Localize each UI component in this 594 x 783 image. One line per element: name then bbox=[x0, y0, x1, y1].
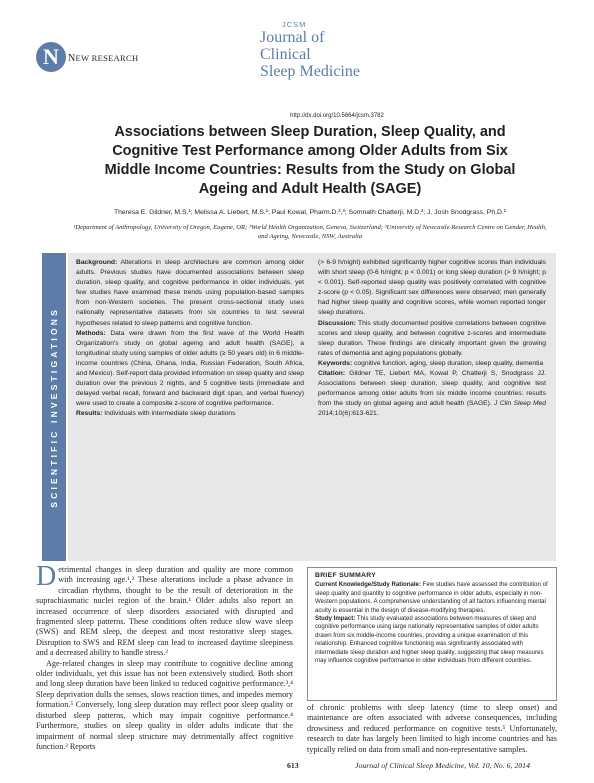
abstract-column-left bbox=[76, 258, 304, 420]
abstract-methods-label: Methods: bbox=[76, 329, 106, 337]
side-band-label: SCIENTIFIC INVESTIGATIONS bbox=[49, 306, 59, 508]
section-tag bbox=[68, 53, 138, 64]
article-affiliations: ¹Department of Anthropology, University of Oregon, Eugene, OR; ²World Health Organization, Geneva, Switzerland; ³University of Newcastle Research Centre on Gender, Health, and Ageing, Newcastle, NSW, Australia bbox=[73, 224, 547, 240]
doi-link[interactable]: http://dx.doi.org/10.5664/jcsm.3782 bbox=[290, 113, 384, 119]
section-logo-letter: N bbox=[43, 44, 59, 69]
brief-summary-impact-label: Study Impact: bbox=[315, 615, 356, 623]
abstract-results-label: Results: bbox=[76, 410, 103, 418]
abstract-results-continued bbox=[318, 258, 546, 319]
abstract-box bbox=[68, 253, 556, 561]
page-number: 613 bbox=[287, 761, 299, 770]
abstract-discussion bbox=[318, 319, 546, 359]
abstract-results-text-continued: (> 6-9 h/night) exhibited significantly higher cognitive scores than individuals with short sleep (0-6 h/night; p < 0.001) or long sleep duration (> 9 h/night; p < 0.001). Self-reported sleep quality was positively correlated with cognitive z-score (p < 0.05). Significant sex differences were observed; men generally had higher sleep quality and cognitive scores, while women reported longer sleep durations. bbox=[318, 259, 546, 317]
abstract-citation bbox=[318, 369, 546, 419]
brief-summary-knowledge bbox=[315, 581, 549, 615]
abstract-discussion-text: This study documented positive correlations between cognitive scores and sleep quality, and between cognitive z-scores and intermediate sleep duration. These findings are clinically important given the growing rates of dementia and aging populations globally. bbox=[318, 319, 546, 357]
abstract-results-text: Individuals with intermediate sleep durations bbox=[102, 410, 236, 418]
abstract-background bbox=[76, 258, 304, 329]
journal-name-line1: Journal of Clinical bbox=[260, 29, 325, 63]
brief-summary-title: BRIEF SUMMARY bbox=[315, 572, 377, 579]
body-paragraph-1 bbox=[36, 561, 293, 659]
journal-logo bbox=[260, 20, 370, 80]
brief-summary-impact-text: This study evaluated associations between measures of sleep and cognitive performance using large nationally representative samples of older adults drawn from six middle-income countries, providing a unique examination of this relationship. Enhanced cognitive functioning was significantly associated with intermediate sleep duration and higher sleep quality, suggesting that sleep measures may influence cognitive performance in older individuals from different countries. bbox=[315, 615, 544, 665]
brief-summary-knowledge-label: Current Knowledge/Study Rationale: bbox=[315, 581, 421, 589]
abstract-background-label: Background: bbox=[76, 259, 118, 266]
abstract-keywords-text: cognitive function, aging, sleep duration, sleep quality, dementia bbox=[352, 359, 544, 367]
brief-summary-knowledge-text: Few studies have assessed the contribution of sleep quality and quantity to cognitive performance in older adults, especially in non-Western populations. A comprehensive understanding of all factors influencing mental acuity is essential in the design of disease-modifying therapies. bbox=[315, 581, 548, 614]
journal-abbr: JCSM bbox=[282, 20, 307, 29]
body-paragraph-2: Age-related changes in sleep may contribute to cognitive decline among older individuals, yet this issue has not been extensively studied. Both short and long sleep duration have been linked to reduced cognitive performance.³,⁴ Sleep deprivation dulls the senses, slows reaction times, and impedes memory formation.⁵ Conversely, long sleep duration may reflect poor sleep quality or disturbed sleep patterns, which may impair cognitive performance.⁴ Furthermore, studies on sleep quality in older adults indicate that the impairment of normal sleep structure may detrimentally affect cognitive function.² Reports bbox=[36, 658, 293, 751]
body-column-left bbox=[36, 561, 293, 752]
section-tag-rest: EW RESEARCH bbox=[75, 53, 139, 63]
abstract-keywords bbox=[318, 359, 546, 369]
section-tag-initial: N bbox=[68, 53, 76, 64]
abstract-keywords-label: Keywords: bbox=[318, 359, 353, 367]
abstract-methods bbox=[76, 329, 304, 410]
drop-cap: D bbox=[36, 561, 57, 592]
article-title: Associations between Sleep Duration, Sleep Quality, and Cognitive Test Performance among Older Adults from Six Middle Income Countries: Results from the Study on Global Ageing and Adult Health (SAGE) bbox=[104, 124, 516, 197]
abstract-citation-end: 2014;10(6):613-621. bbox=[318, 410, 379, 418]
abstract-methods-text: Data were drawn from the first wave of the World Health Organization's study on global ageing and adult health (SAGE), a longitudinal study using samples of older adults (≥ 50 years old) in 6 middle-income countries (China, Ghana, India, Russian Federation, South Africa, and Mexico). Self-report data provided information on sleep quality and sleep duration over the previous 2 nights, and 5 cognitive tests (immediate and delayed verbal recall, forward and backward digit span, and verbal fluency) were used to create a composite z-score of cognitive performance. bbox=[76, 329, 304, 408]
body-paragraph-1-text: etrimental changes in sleep duration and quality are more common with increasing age.¹,² These alterations include a phase advance in circadian rhythms, thought to be the result of deterioration in the suprachiasmatic nuclei region of the brain.¹ Older adults also report an increased occurrence of sleep disorders associated with disrupted and fragmented sleep patterns. These conditions often reduce slow wave sleep (SWS) and REM sleep, the deepest and most restorative sleep stages. Disruption to SWS and REM sleep can lead to increased daytime sleepiness and a decreased ability to handle stress.² bbox=[36, 565, 293, 658]
article-authors: Theresa E. Gildner, M.S.¹; Melissa A. Liebert, M.S.¹; Paul Kowal, Pharm.D.²,³; Somnath Chatterji, M.D.²; J. Josh Snodgrass, Ph.D.¹ bbox=[113, 209, 507, 216]
brief-summary-impact bbox=[315, 615, 549, 665]
side-band-label-wrap bbox=[42, 253, 66, 561]
abstract-citation-label: Citation: bbox=[318, 370, 346, 378]
footer-journal-citation: Journal of Clinical Sleep Medicine, Vol. 10, No. 6, 2014 bbox=[355, 761, 530, 770]
body-paragraph-3: of chronic problems with sleep latency (time to sleep onset) and maintenance are often associated with adverse consequences, including drowsiness and reduced performance on cognitive tests.⁵ Unfortunately, research to date has largely been limited to high income countries and has typically relied on data from small and non-representative samples. bbox=[307, 703, 557, 754]
abstract-column-right bbox=[318, 258, 546, 420]
journal-name-line2: Sleep Medicine bbox=[260, 63, 360, 80]
abstract-citation-text: Gildner TE, Liebert MA, Kowal P, Chatterji S, Snodgrass JJ. Associations between sleep duration, sleep quality, and cognitive test performance among older adults from six middle income countries: results from the study on global ageing and adult health (SAGE). bbox=[318, 370, 546, 408]
body-column-right bbox=[307, 703, 557, 755]
abstract-results bbox=[76, 409, 304, 419]
abstract-discussion-label: Discussion: bbox=[318, 319, 356, 327]
abstract-citation-journal: J Clin Sleep Med bbox=[494, 400, 546, 408]
brief-summary-box bbox=[307, 567, 557, 701]
abstract-background-text: Alterations in sleep architecture are common among older adults. Previous studies have documented associations between sleep duration, sleep quality, and cognitive performance in older individuals, yet few studies have examined these trends using population-based samples from non-Western societies. The present cross-sectional study uses nationally representative datasets from six countries to test several hypotheses related to sleep patterns and cognitive function. bbox=[76, 259, 304, 327]
